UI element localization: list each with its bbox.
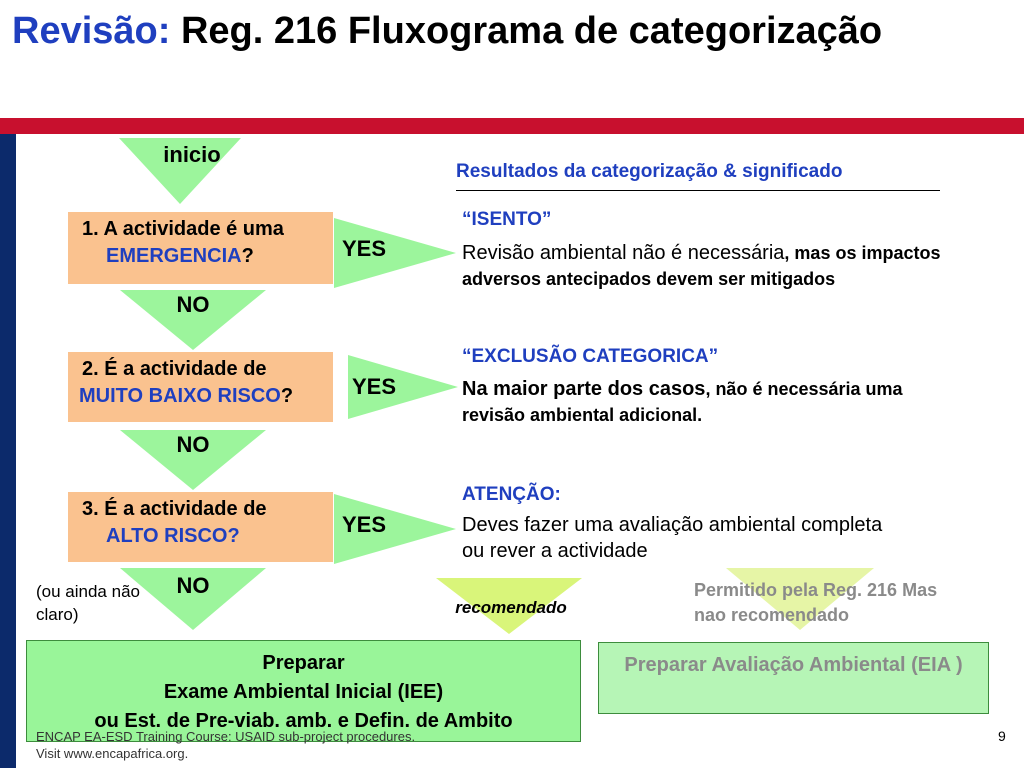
result-3-head: ATENÇÃO:: [462, 484, 561, 505]
question-1-box: [68, 212, 333, 284]
yes-label-3: YES: [342, 512, 387, 537]
result-3-body: Deves fazer uma avaliação ambiental completa ou rever a actividade: [462, 514, 883, 562]
iee-box: [26, 640, 581, 742]
no-label-3: NO: [176, 573, 210, 598]
start-label: inicio: [163, 142, 221, 167]
question-3-box: [68, 492, 333, 562]
question-2-highlight: MUITO BAIXO RISCO: [79, 385, 281, 407]
eia-box: Preparar Avaliação Ambiental (EIA ): [598, 642, 989, 714]
yes-label-1: YES: [342, 236, 387, 261]
result-1-main: Revisão ambiental não é necessária: [462, 242, 785, 264]
question-3-text: 3. É a actividade de: [82, 498, 267, 520]
question-1-text: 1. A actividade é uma: [82, 218, 284, 240]
side-band: [0, 134, 16, 768]
title-prefix: Revisão:: [12, 10, 171, 52]
result-2-body: [462, 376, 952, 428]
result-2-main: Na maior parte dos casos: [462, 378, 706, 400]
unclear-note: (ou ainda não claro): [36, 582, 140, 624]
title-main: Reg. 216 Fluxograma de categorização: [180, 10, 883, 52]
iee-line-1: Preparar: [262, 652, 345, 674]
question-2-suffix: ?: [280, 385, 294, 407]
not-recommended-note: Permitido pela Reg. 216 Mas nao recomendado: [694, 580, 938, 625]
recommended-label: recomendado: [455, 598, 567, 617]
top-band: [0, 118, 1024, 134]
result-1-note: , mas os impactos adversos antecipados devem ser mitigados: [462, 243, 941, 289]
iee-line-2: Exame Ambiental Inicial (IEE): [163, 681, 444, 703]
result-2-note: , não é necessária uma revisão ambiental adicional.: [462, 379, 903, 425]
question-1-highlight-line: [82, 243, 333, 270]
question-3-highlight: ALTO RISCO?: [106, 525, 240, 547]
question-3-highlight-line: [82, 523, 333, 550]
results-header-rule: [456, 190, 940, 191]
question-1-suffix: ?: [241, 245, 254, 267]
no-label-2: NO: [176, 432, 210, 457]
question-2-text: 2. É a actividade de: [82, 358, 267, 380]
no-label-1: NO: [176, 292, 210, 317]
result-1-head: “ISENTO”: [462, 209, 552, 230]
question-2-highlight-line: [79, 383, 379, 410]
result-1-body: [462, 240, 942, 292]
results-header: Resultados da categorização & significado: [456, 161, 843, 182]
iee-line-3: ou Est. de Pre-viab. amb. e Defin. de Ambito: [94, 710, 513, 732]
page-number: 9: [998, 728, 1006, 744]
slide-title: [12, 8, 1012, 54]
question-2-box: [68, 352, 333, 422]
result-2-head: “EXCLUSÃO CATEGORICA”: [462, 346, 719, 367]
footer-line-1: ENCAP EA-ESD Training Course: USAID sub-project procedures.: [36, 729, 416, 744]
footer: [36, 728, 415, 762]
footer-line-2: Visit www.encapafrica.org.: [36, 746, 189, 761]
question-1-highlight: EMERGENCIA: [106, 245, 242, 267]
yes-label-2: YES: [352, 374, 397, 399]
